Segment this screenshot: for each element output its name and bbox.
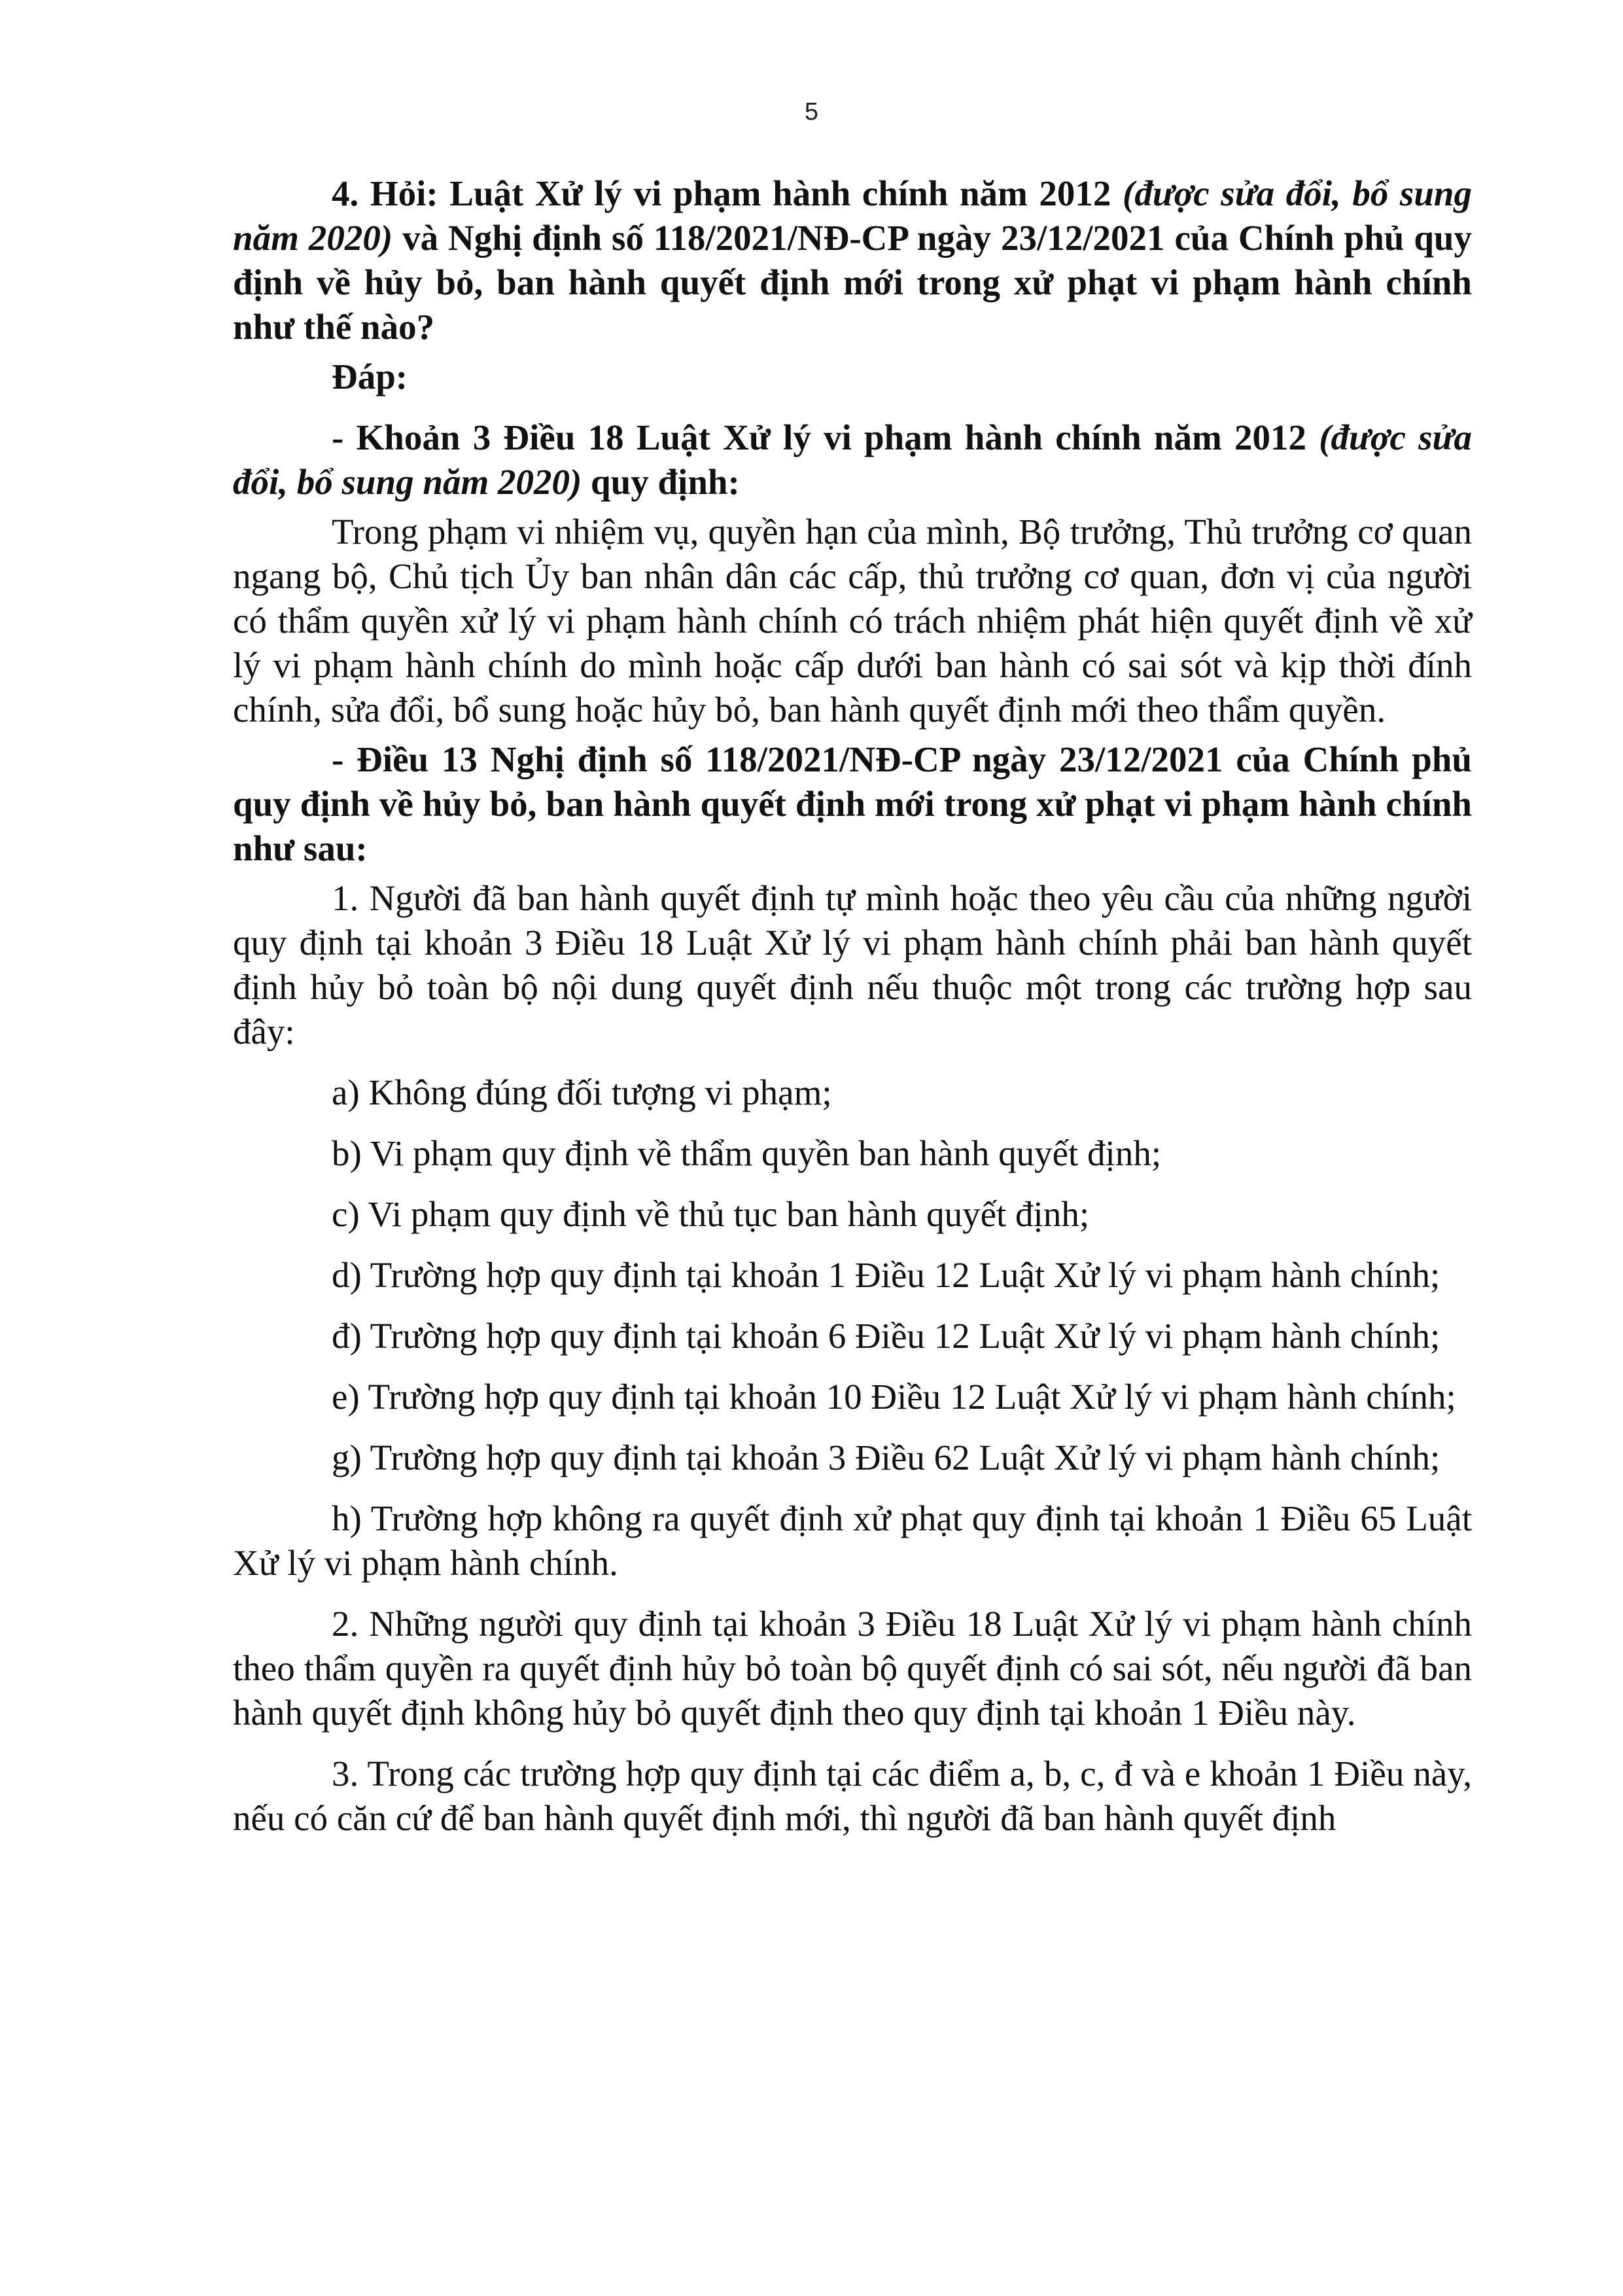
question-paragraph (233, 171, 1472, 349)
point-e: e) Trường hợp quy định tại khoản 10 Điều 12 Luật Xử lý vi phạm hành chính; (332, 1377, 1456, 1417)
answer-label: Đáp: (332, 357, 408, 397)
question-text-italic: (được sửa đổi, bổ sung năm 2020) (233, 173, 1472, 258)
point-g: g) Trường hợp quy định tại khoản 3 Điều 62 Luật Xử lý vi phạm hành chính; (332, 1438, 1440, 1477)
clause-1: 1. Người đã ban hành quyết định tự mình hoặc theo yêu cầu của những người quy định tại khoản 3 Điều 18 Luật Xử lý vi phạm hành chính phải ban hành quyết định hủy bỏ toàn bộ nội dung quyết định nếu thuộc một trong các trường hợp sau đây: (233, 878, 1472, 1051)
point-d: d) Trường hợp quy định tại khoản 1 Điều 12 Luật Xử lý vi phạm hành chính; (332, 1255, 1440, 1295)
question-text-2: và Nghị định số 118/2021/NĐ-CP ngày 23/12/2021 của Chính phủ quy định về hủy bỏ, ban hành quyết định mới trong xử phạt vi phạm hành chính như thế nào? (233, 218, 1472, 347)
point-a: a) Không đúng đối tượng vi phạm; (332, 1072, 832, 1112)
page-number: 5 (804, 98, 819, 126)
section2-heading: - Điều 13 Nghị định số 118/2021/NĐ-CP ngày 23/12/2021 của Chính phủ quy định về hủy bỏ, ban hành quyết định mới trong xử phạt vi phạm hành chính như sau: (233, 739, 1472, 868)
document-body (233, 171, 1472, 1857)
clause-2: 2. Những người quy định tại khoản 3 Điều 18 Luật Xử lý vi phạm hành chính theo thẩm quyền ra quyết định hủy bỏ toàn bộ quyết định có sai sót, nếu người đã ban hành quyết định không hủy bỏ quyết định theo quy định tại khoản 1 Điều này. (233, 1604, 1472, 1733)
clause-3: 3. Trong các trường hợp quy định tại các điểm a, b, c, đ và e khoản 1 Điều này, nếu có căn cứ để ban hành quyết định mới, thì người đã ban hành quyết định (233, 1754, 1472, 1838)
point-dd: đ) Trường hợp quy định tại khoản 6 Điều 12 Luật Xử lý vi phạm hành chính; (332, 1316, 1440, 1356)
question-text-1: 4. Hỏi: Luật Xử lý vi phạm hành chính năm 2012 (332, 173, 1123, 213)
point-c: c) Vi phạm quy định về thủ tục ban hành quyết định; (332, 1194, 1090, 1234)
section1-heading-text-1: - Khoản 3 Điều 18 Luật Xử lý vi phạm hành chính năm 2012 (332, 417, 1319, 457)
section1-heading-italic: (được sửa đổi, bổ sung năm 2020) (233, 417, 1472, 502)
point-b: b) Vi phạm quy định về thẩm quyền ban hành quyết định; (332, 1133, 1162, 1173)
point-h: h) Trường hợp không ra quyết định xử phạt quy định tại khoản 1 Điều 65 Luật Xử lý vi phạm hành chính. (233, 1498, 1472, 1583)
section1-body: Trong phạm vi nhiệm vụ, quyền hạn của mình, Bộ trưởng, Thủ trưởng cơ quan ngang bộ, Chủ tịch Ủy ban nhân dân các cấp, thủ trưởng cơ quan, đơn vị của người có thẩm quyền xử lý vi phạm hành chính có trách nhiệm phát hiện quyết định về xử lý vi phạm hành chính do mình hoặc cấp dưới ban hành có sai sót và kịp thời đính chính, sửa đổi, bổ sung hoặc hủy bỏ, ban hành quyết định mới theo thẩm quyền. (233, 512, 1472, 730)
section1-heading (233, 415, 1472, 504)
section1-heading-text-2: quy định: (582, 462, 740, 502)
